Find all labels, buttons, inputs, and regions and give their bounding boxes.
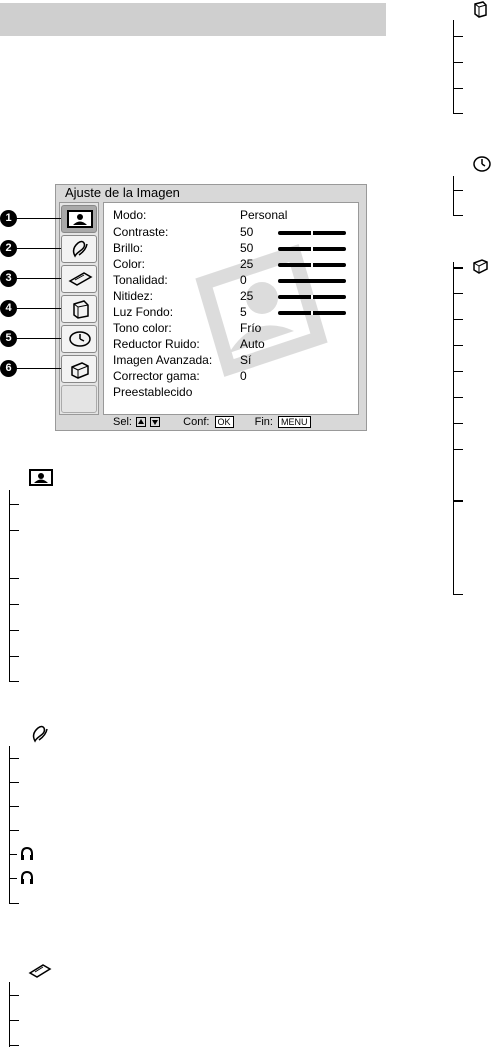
sound-tree-branch-7 [9, 903, 19, 904]
callout-3: 3 [0, 270, 17, 287]
callout-2-line [17, 248, 61, 249]
nitidez-slider[interactable] [278, 295, 346, 299]
set-up-tree-branch-8 [453, 449, 463, 450]
row-value-reductor-ruido: Auto [240, 337, 265, 351]
picture-tree-branch-1 [9, 504, 19, 505]
tonalidad-slider[interactable] [278, 279, 346, 283]
tab-screen[interactable] [61, 265, 97, 293]
luz-fondo-slider[interactable] [278, 311, 346, 315]
menu-footer [113, 416, 311, 428]
row-label-nitidez[interactable]: Nitidez: [113, 289, 154, 303]
timer-tree-trunk [453, 176, 454, 216]
row-label-corrector-gama[interactable]: Corrector gama: [113, 369, 200, 383]
row-value-color: 25 [240, 257, 254, 271]
callout-4-line [17, 308, 61, 309]
setup-icon [66, 299, 94, 319]
sel-label: Sel: [113, 416, 132, 428]
set-up-tree-trunk [453, 262, 454, 595]
ok-key: OK [215, 416, 234, 428]
timer-icon [472, 155, 492, 173]
timer-icon [66, 329, 94, 349]
fin-label: Fin: [254, 416, 273, 428]
picture-tree-branch-2 [9, 530, 19, 531]
brillo-slider[interactable] [278, 247, 346, 251]
row-label-brillo[interactable]: Brillo: [113, 241, 144, 255]
callout-3-line [17, 278, 61, 279]
row-label-luz-fondo[interactable]: Luz Fondo: [113, 305, 174, 319]
screen-tree-branch-2 [9, 1020, 19, 1021]
row-label-contraste[interactable]: Contraste: [113, 225, 169, 239]
callout-5-line [17, 338, 61, 339]
callout-4: 4 [0, 300, 17, 317]
sound-tree-branch-2 [9, 782, 19, 783]
screen-tree-trunk [9, 982, 10, 1047]
conf-label: Conf: [183, 416, 210, 428]
row-value-tono-color: Frío [240, 321, 262, 335]
set-up-tree-branch-7 [453, 423, 463, 424]
picture-icon [28, 468, 54, 488]
setup-tree-branch-3 [453, 88, 463, 89]
setup-tree-branch-1 [453, 36, 463, 37]
set-up-tree-branch-10 [453, 594, 463, 595]
setup-tree-trunk [453, 20, 454, 114]
sound-icon [30, 724, 50, 744]
sound-tree-trunk-lower [9, 830, 10, 882]
screen-tree-branch-3 [9, 1045, 19, 1046]
picture-tree-branch-4 [9, 604, 19, 605]
sound-tree-trunk-end [9, 878, 10, 904]
callout-1: 1 [0, 210, 17, 227]
row-value-modo: Personal [240, 208, 288, 222]
contraste-slider[interactable] [278, 231, 346, 235]
callout-5: 5 [0, 330, 17, 347]
sound-tree-branch-1 [9, 758, 19, 759]
picture-tree-branch-6 [9, 656, 19, 657]
color-slider[interactable] [278, 263, 346, 267]
picture-tree-branch-7 [9, 681, 19, 682]
tab-sound[interactable] [61, 235, 97, 263]
set-up-tree-branch-6 [453, 397, 463, 398]
row-label-tonalidad[interactable]: Tonalidad: [113, 273, 168, 287]
row-value-luz-fondo: 5 [240, 305, 247, 319]
down-arrow-key-icon [150, 417, 160, 427]
sound-tree-branch-4 [9, 830, 19, 831]
row-value-imagen-avanzada: Sí [240, 353, 252, 367]
set-up-tree-branch-1 [453, 267, 463, 269]
callout-6-line [17, 368, 61, 369]
timer-tree-branch-2 [453, 215, 463, 216]
headphones-icon [19, 870, 35, 886]
row-label-reductor-ruido[interactable]: Reductor Ruido: [113, 337, 200, 351]
sound-tree-branch-3 [9, 806, 19, 807]
set-up-tree-branch-5 [453, 371, 463, 372]
set-up-icon [66, 359, 94, 379]
row-label-modo[interactable]: Modo: [113, 208, 147, 222]
setup-tree-branch-4 [453, 113, 463, 114]
menu-key: MENU [278, 416, 311, 428]
set-up-tree-branch-2 [453, 293, 463, 294]
tab-timer[interactable] [61, 325, 97, 353]
headphones-icon [19, 846, 35, 862]
up-arrow-key-icon [136, 417, 146, 427]
picture-icon [66, 209, 94, 229]
section-header-bar [0, 3, 386, 36]
picture-tree-branch-3 [9, 578, 19, 579]
row-value-brillo: 50 [240, 241, 254, 255]
sound-tree-branch-6 [9, 878, 17, 879]
row-value-tonalidad: 0 [240, 273, 247, 287]
callout-2: 2 [0, 240, 17, 257]
set-up-tree-branch-3 [453, 319, 463, 320]
sound-icon [66, 239, 94, 259]
tab-empty [61, 385, 97, 413]
screen-icon [66, 269, 94, 289]
screen-tree-branch-1 [9, 995, 19, 996]
row-value-nitidez: 25 [240, 289, 254, 303]
callout-1-line [17, 218, 61, 219]
tab-setup[interactable] [61, 295, 97, 323]
sound-tree-branch-5 [9, 854, 17, 855]
row-value-corrector-gama: 0 [240, 369, 247, 383]
menu-title: Ajuste de la Imagen [65, 185, 180, 200]
row-value-contraste: 50 [240, 225, 254, 239]
picture-tree-branch-5 [9, 630, 19, 631]
screen-icon [28, 962, 52, 980]
tab-picture[interactable] [61, 205, 97, 233]
picture-tree-trunk [9, 490, 10, 682]
row-label-preestablecido[interactable]: Preestablecido [113, 385, 193, 399]
row-label-imagen-avanzada[interactable]: Imagen Avanzada: [113, 353, 213, 367]
tab-set-up[interactable] [61, 355, 97, 383]
row-label-color[interactable]: Color: [113, 257, 146, 271]
setup-icon [471, 0, 489, 18]
set-up-icon [472, 257, 490, 275]
set-up-tree-branch-4 [453, 345, 463, 346]
timer-tree-branch-1 [453, 190, 463, 191]
setup-tree-branch-2 [453, 62, 463, 63]
callout-6: 6 [0, 360, 17, 377]
row-label-tono-color[interactable]: Tono color: [113, 321, 172, 335]
set-up-tree-branch-9 [453, 500, 463, 502]
